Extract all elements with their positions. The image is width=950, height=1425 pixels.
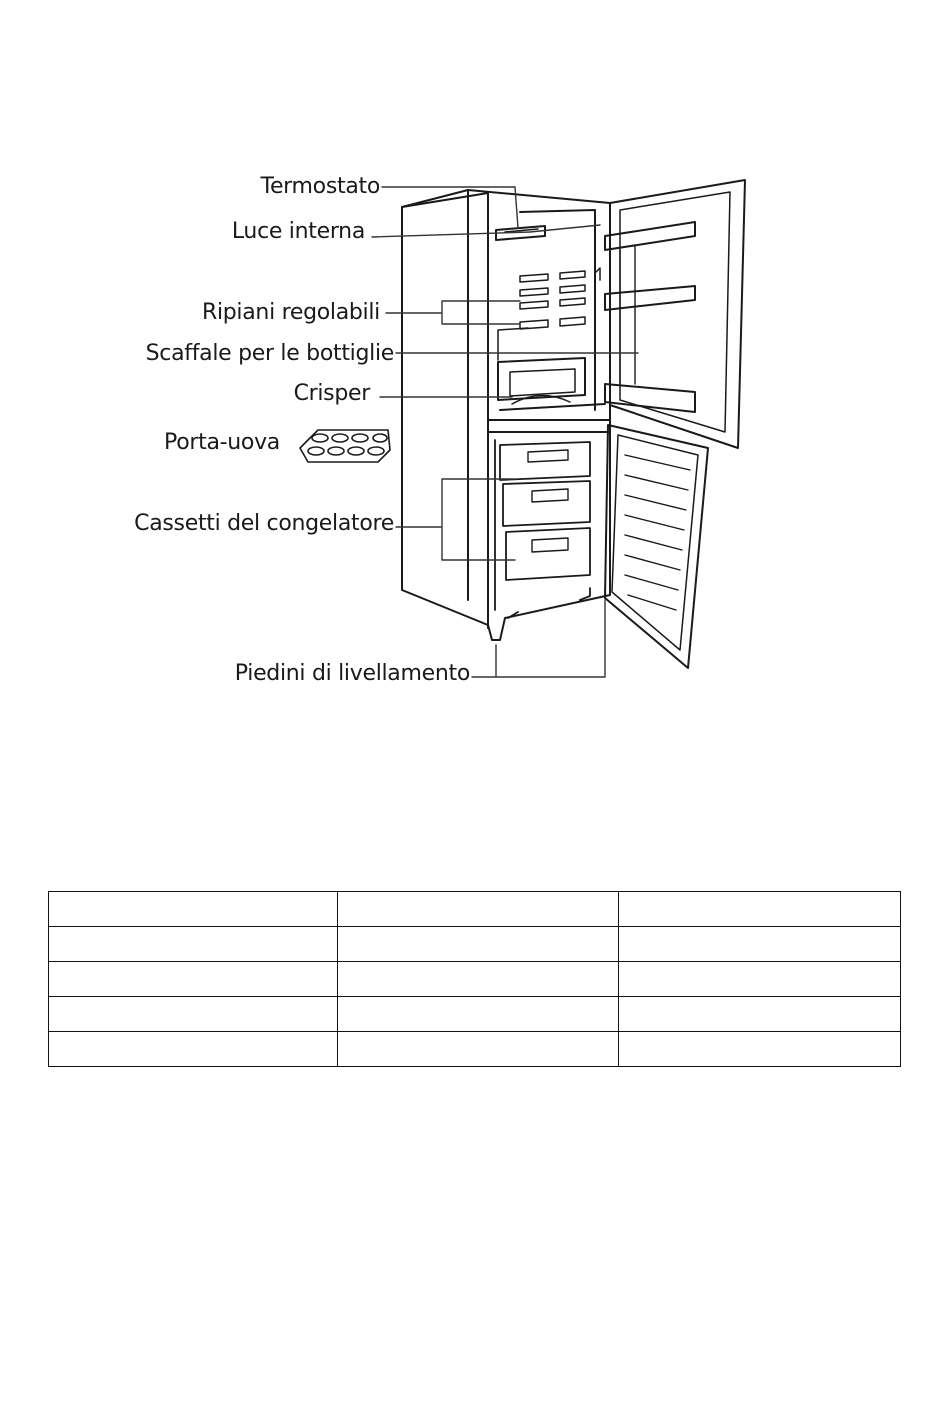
table-row [49,927,901,962]
table-cell [338,997,619,1032]
table-cell [49,1032,338,1067]
freezer-door [605,425,708,668]
table-cell [338,962,619,997]
label-scaffale-bottiglie: Scaffale per le bottiglie [145,341,394,366]
table-cell [338,1032,619,1067]
table-cell [49,927,338,962]
label-termostato: Termostato [260,174,380,199]
label-piedini-livellamento: Piedini di livellamento [234,661,470,686]
table-cell [49,892,338,927]
table-row [49,962,901,997]
table-cell [619,927,901,962]
table-cell [619,997,901,1032]
label-crisper: Crisper [293,381,370,406]
label-luce-interna: Luce interna [231,219,365,244]
table-cell [619,892,901,927]
crisper-drawer [498,328,585,404]
spec-table [48,891,901,1067]
table-row [49,997,901,1032]
label-porta-uova: Porta-uova [164,430,280,455]
freezer-drawers [495,440,590,618]
table-cell [338,892,619,927]
table-row [49,892,901,927]
adjustable-shelves [520,268,600,329]
label-ripiani-regolabili: Ripiani regolabili [201,300,380,325]
table-cell [619,962,901,997]
egg-tray-icon [300,430,390,462]
upper-door [605,180,745,448]
table-cell [49,962,338,997]
table-cell [49,997,338,1032]
table-row [49,1032,901,1067]
table-cell [338,927,619,962]
table-cell [619,1032,901,1067]
label-cassetti-congelatore: Cassetti del congelatore [134,511,394,536]
